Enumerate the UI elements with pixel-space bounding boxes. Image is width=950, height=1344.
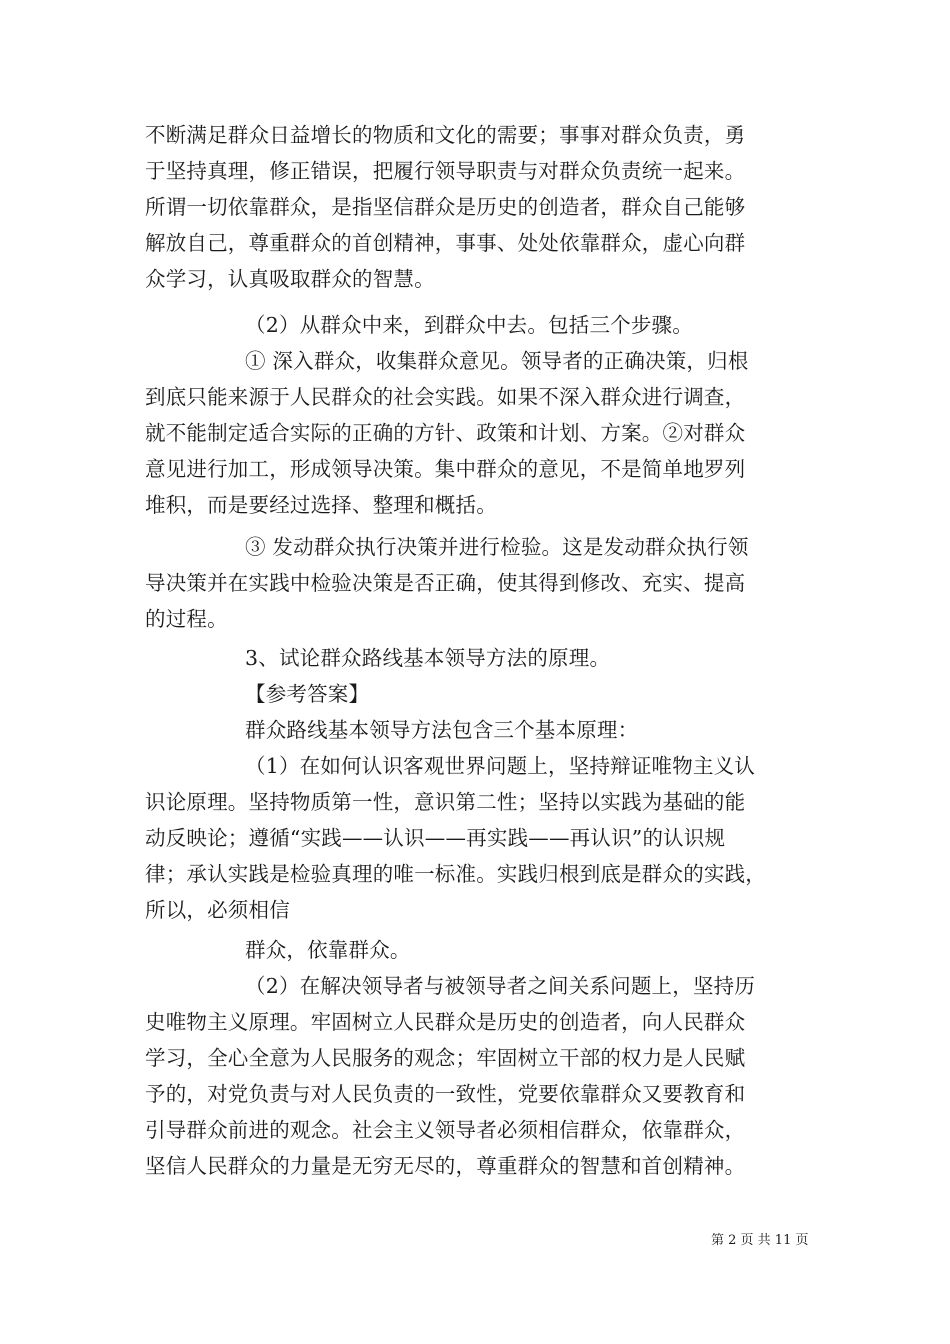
text-line: 识论原理。坚持物质第一性，意识第二性；坚持以实践为基础的能: [145, 790, 746, 814]
text-line: （1）在如何认识客观世界问题上，坚持辩证唯物主义认: [245, 754, 756, 778]
text-line: 律；承认实践是检验真理的唯一标准。实践归根到底是群众的实践，: [145, 862, 766, 886]
text-line: 于坚持真理，修正错误，把履行领导职责与对群众负责统一起来。: [145, 159, 746, 183]
text-line: 学习，全心全意为人民服务的观念；牢固树立干部的权力是人民赋: [145, 1046, 746, 1070]
text-line: 3、试论群众路线基本领导方法的原理。: [245, 646, 611, 670]
text-line: 史唯物主义原理。牢固树立人民群众是历史的创造者，向人民群众: [145, 1010, 746, 1034]
text-line: 坚信人民群众的力量是无穷无尽的，尊重群众的智慧和首创精神。: [145, 1154, 746, 1178]
text-line: 所以，必须相信: [145, 898, 290, 922]
text-line: 导决策并在实践中检验决策是否正确，使其得到修改、充实、提高: [145, 571, 746, 595]
text-line: 不断满足群众日益增长的物质和文化的需要；事事对群众负责，勇: [145, 123, 746, 147]
text-line: 解放自己，尊重群众的首创精神，事事、处处依靠群众，虚心向群: [145, 231, 746, 255]
text-line: 所谓一切依靠群众，是指坚信群众是历史的创造者，群众自己能够: [145, 195, 746, 219]
text-line: 群众路线基本领导方法包含三个基本原理：: [245, 718, 639, 742]
text-line: 到底只能来源于人民群众的社会实践。如果不深入群众进行调查，: [145, 385, 746, 409]
text-line: 的过程。: [145, 607, 228, 631]
text-line: 引导群众前进的观念。社会主义领导者必须相信群众，依靠群众，: [145, 1118, 746, 1142]
text-line: 众学习，认真吸取群众的智慧。: [145, 267, 435, 291]
text-line: 群众，依靠群众。: [245, 938, 411, 962]
text-line: 意见进行加工，形成领导决策。集中群众的意见，不是简单地罗列: [145, 457, 746, 481]
page-number: 第 2 页 共 11 页: [711, 1233, 809, 1248]
text-line: （2）在解决领导者与被领导者之间关系问题上，坚持历: [245, 974, 756, 998]
text-line: ① 深入群众，收集群众意见。领导者的正确决策，归根: [245, 349, 749, 373]
text-line: 予的，对党负责与对人民负责的一致性，党要依靠群众又要教育和: [145, 1082, 746, 1106]
text-line: （2）从群众中来，到群众中去。包括三个步骤。: [245, 313, 693, 337]
text-line: 动反映论；遵循“实践——认识——再实践——再认识”的认识规: [145, 826, 726, 850]
text-line: ③ 发动群众执行决策并进行检验。这是发动群众执行领: [245, 535, 749, 559]
text-line: 就不能制定适合实际的正确的方针、政策和计划、方案。②对群众: [145, 421, 746, 445]
text-line: 堆积，而是要经过选择、整理和概括。: [145, 493, 497, 517]
text-line: 【参考答案】: [245, 682, 370, 706]
